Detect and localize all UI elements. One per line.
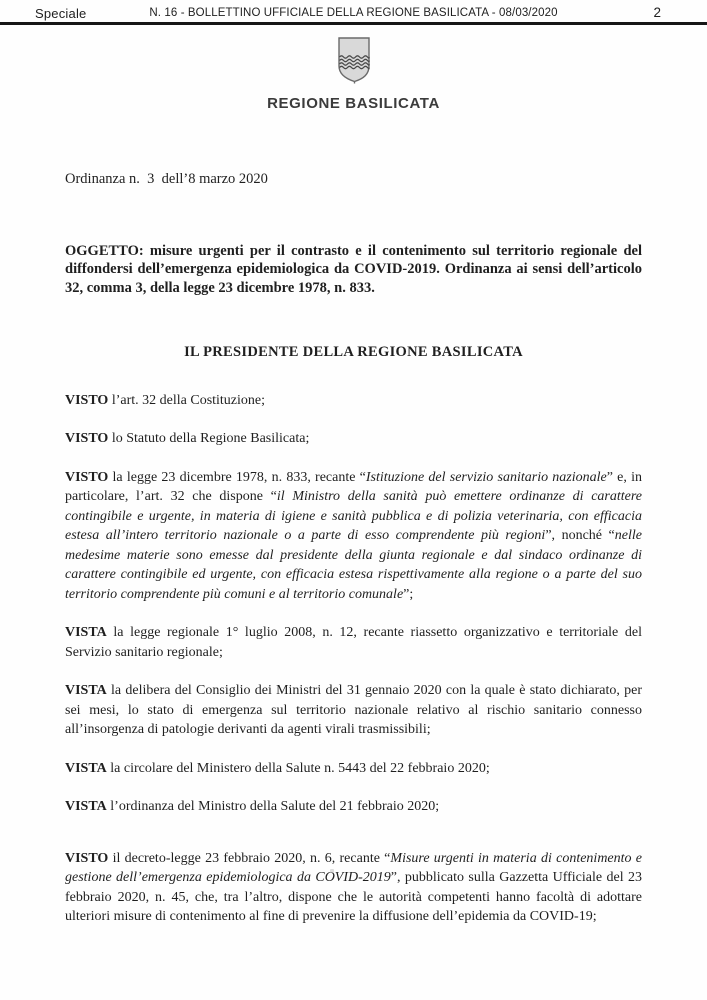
region-name-caption: REGIONE BASILICATA — [267, 95, 440, 112]
header-page-number: 2 — [653, 5, 661, 20]
paragraph: VISTA l’ordinanza del Ministro della Salute del 21 febbraio 2020; — [65, 799, 440, 814]
subject-paragraph: OGGETTO: misure urgenti per il contrasto e il contenimento sul territorio regionale del diffondersi dell’emergenza epidemiologica da COVID-2019. Ordinanza ai sensi dell’articolo 32, comma 3, della legge 23 dicembre 1978, n. 833. — [65, 242, 642, 296]
header-edition-label: Speciale — [35, 6, 87, 21]
paragraph: VISTO l’art. 32 della Costituzione; — [65, 392, 266, 408]
paragraph: VISTO il decreto-legge 23 febbraio 2020, n. 6, recante “Misure urgenti in materia di contenimento e gestione dell’emergenza epidemiologica da COVID-2019”, pubblicato sulla Gazzetta Ufficiale del 23 febbraio 2020, n. 45, che, tra l’altro, dispone che le autorità competenti hanno facoltà di adottare ulteriori misure di contenimento al fine di prevenire la diffusione dell’epidemia da COVID-19; — [65, 850, 643, 924]
paragraph: VISTO la legge 23 dicembre 1978, n. 833, recante “Istituzione del servizio sanitario nazionale” e, in particolare, l’art. 32 che dispone “il Ministro della sanità può emettere ordinanze di carattere contingibile e urgente, in materia di igiene e sanità pubblica e di polizia veterinaria, con efficacia estesa all’intero territorio nazionale o a parte di esso comprendente più regioni”, nonché “nelle medesime materie sono emesse dal presidente della giunta regionale e dal sindaco ordinanze di carattere contingibile ed urgente, con efficacia estesa rispettivamente alla regione o a parte del suo territorio comprendente più comuni e al territorio comunale”; — [65, 469, 642, 602]
president-heading: IL PRESIDENTE DELLA REGIONE BASILICATA — [184, 344, 523, 360]
scan-artifact — [330, 869, 334, 873]
paragraph: VISTA la delibera del Consiglio dei Ministri del 31 gennaio 2020 con la quale è stato dichiarato, per sei mesi, lo stato di emergenza sul territorio nazionale relativo al rischio sanitario connesso all’insorgenza di patologie derivanti da agenti virali trasmissibili; — [65, 683, 642, 737]
page-header — [0, 0, 707, 25]
paragraph: VISTA la legge regionale 1° luglio 2008, n. 12, recante riassetto organizzativo e territoriale del Servizio sanitario regionale; — [65, 625, 642, 660]
paragraph: VISTO lo Statuto della Regione Basilicata; — [65, 431, 310, 446]
region-logo — [0, 36, 707, 112]
paragraph: VISTA la circolare del Ministero della Salute n. 5443 del 22 febbraio 2020; — [65, 760, 490, 776]
ordinance-number-line: Ordinanza n. 3 dell’8 marzo 2020 — [65, 171, 268, 187]
basilicata-shield-icon — [335, 36, 373, 89]
document-body — [65, 170, 642, 946]
paragraph-list — [65, 391, 642, 927]
header-bulletin-title: N. 16 - BOLLETTINO UFFICIALE DELLA REGIONE BASILICATA - 08/03/2020 — [149, 6, 558, 20]
